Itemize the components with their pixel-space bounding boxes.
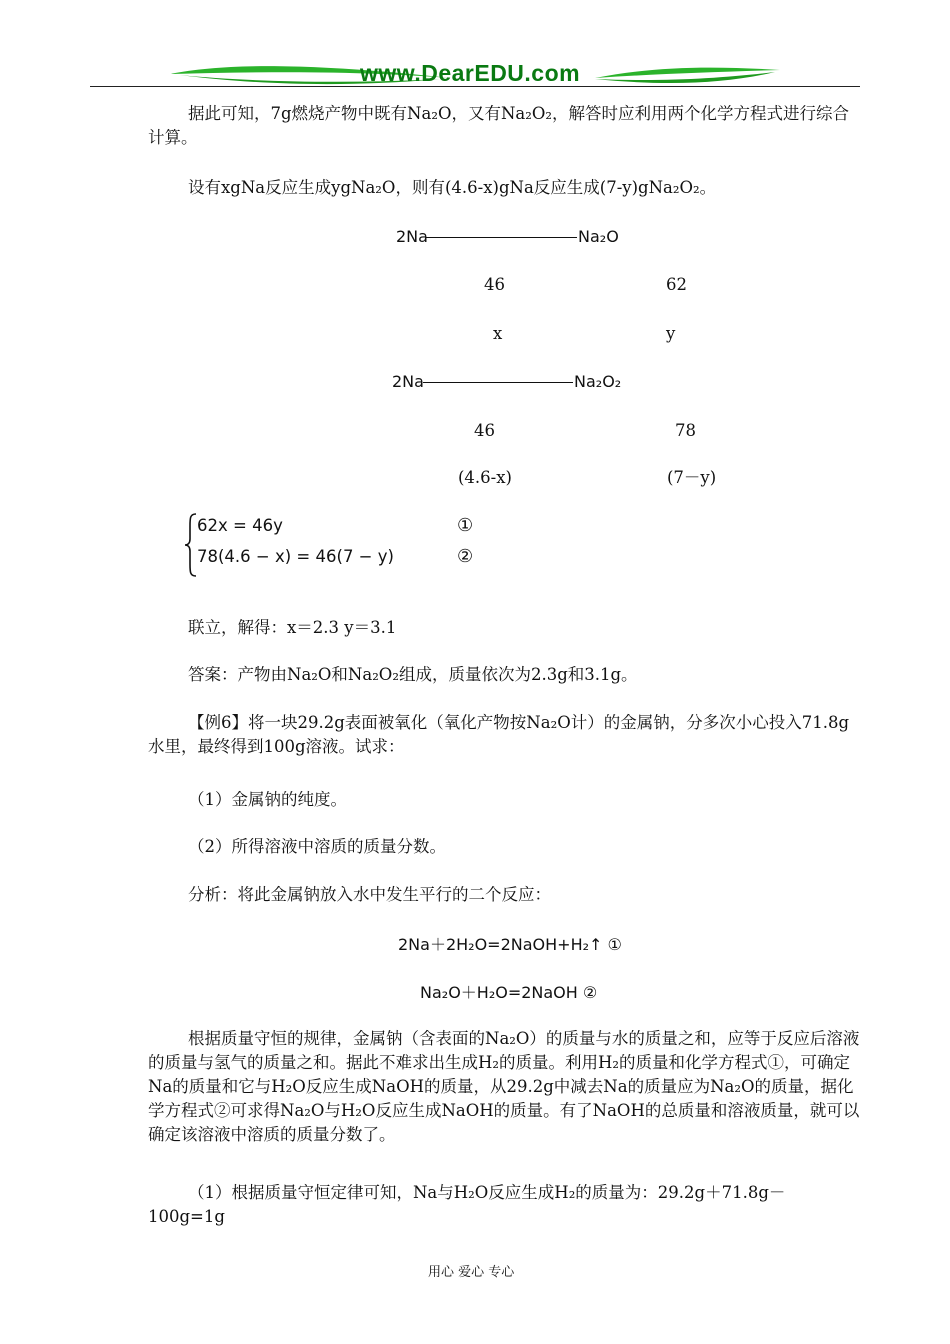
header-rule: [90, 86, 860, 87]
chemical-equation-1: 2Na＋2H₂O=2NaOH+H₂↑ ①: [398, 935, 622, 954]
equation-number-1: ①: [457, 515, 474, 536]
reaction-2-mass-product: 78: [675, 421, 696, 440]
reaction-2-var-na: (4.6-x): [458, 468, 512, 487]
equation-number-2: ②: [457, 546, 474, 567]
paragraph-explanation: 根据质量守恒的规律，金属钠（含表面的Na₂O）的质量与水的质量之和，应等于反应后溶液的质量与氢气的质量之和。据此不难求出生成H₂的质量。利用H₂的质量和化学方程式①，可确定Na的质量和它与H₂O反应生成NaOH的质量，从29.2g中减去Na的质量应为Na₂O的质量，据化学方程式②可求得Na₂O与H₂O反应生成NaOH的质量。有了NaOH的总质量和溶液质量，就可以确定该溶液中溶质的质量分数了。: [148, 1029, 860, 1144]
reaction-1-var-y: y: [666, 324, 676, 343]
paragraph-intro: 据此可知，7g燃烧产物中既有Na₂O，又有Na₂O₂，解答时应利用两个化学方程式进行综合计算。: [148, 104, 850, 147]
reaction-1-line: [426, 237, 577, 238]
system-equation-2: 78(4.6 − x) = 46(7 − y): [197, 547, 394, 566]
reaction-1-left: 2Na: [396, 227, 428, 246]
reaction-2-right: Na₂O₂: [574, 372, 622, 391]
reaction-2-mass-na: 46: [474, 421, 495, 440]
reaction-1-right: Na₂O: [578, 227, 619, 246]
paragraph-analysis: 分析：将此金属钠放入水中发生平行的二个反应：: [188, 885, 551, 904]
reaction-2-line: [423, 382, 573, 383]
paragraph-example-6: 【例6】将一块29.2g表面被氧化（氧化产物按Na₂O计）的金属钠，分多次小心投入71.8g水里，最终得到100g溶液。试求：: [148, 713, 850, 756]
reaction-1-mass-product: 62: [666, 275, 687, 294]
paragraph-solution: 联立，解得：x＝2.3 y＝3.1: [188, 618, 397, 637]
reaction-1-var-x: x: [493, 324, 503, 343]
paragraph-answer: 答案：产物由Na₂O和Na₂O₂组成，质量依次为2.3g和3.1g。: [188, 665, 638, 684]
system-equation-1: 62x = 46y: [197, 516, 283, 535]
paragraph-setup: 设有xgNa反应生成ygNa₂O，则有(4.6-x)gNa反应生成(7-y)gNa₂O₂。: [188, 178, 717, 197]
left-brace-icon: [184, 512, 198, 578]
question-1: （1）金属钠的纯度。: [188, 790, 347, 809]
swoosh-right-icon: [595, 64, 780, 84]
chemical-equation-2: Na₂O＋H₂O=2NaOH ②: [420, 983, 598, 1002]
reaction-2-left: 2Na: [392, 372, 424, 391]
question-2: （2）所得溶液中溶质的质量分数。: [188, 837, 446, 856]
reaction-2-var-product: (7－y): [667, 468, 717, 487]
paragraph-step-1: （1）根据质量守恒定律可知，Na与H₂O反应生成H₂的质量为：29.2g＋71.8g－100g=1g: [148, 1183, 786, 1226]
page-footer: 用心 爱心 专心: [428, 1265, 515, 1280]
site-logo: www.DearEDU.com: [360, 60, 581, 86]
reaction-1-mass-na: 46: [484, 275, 505, 294]
